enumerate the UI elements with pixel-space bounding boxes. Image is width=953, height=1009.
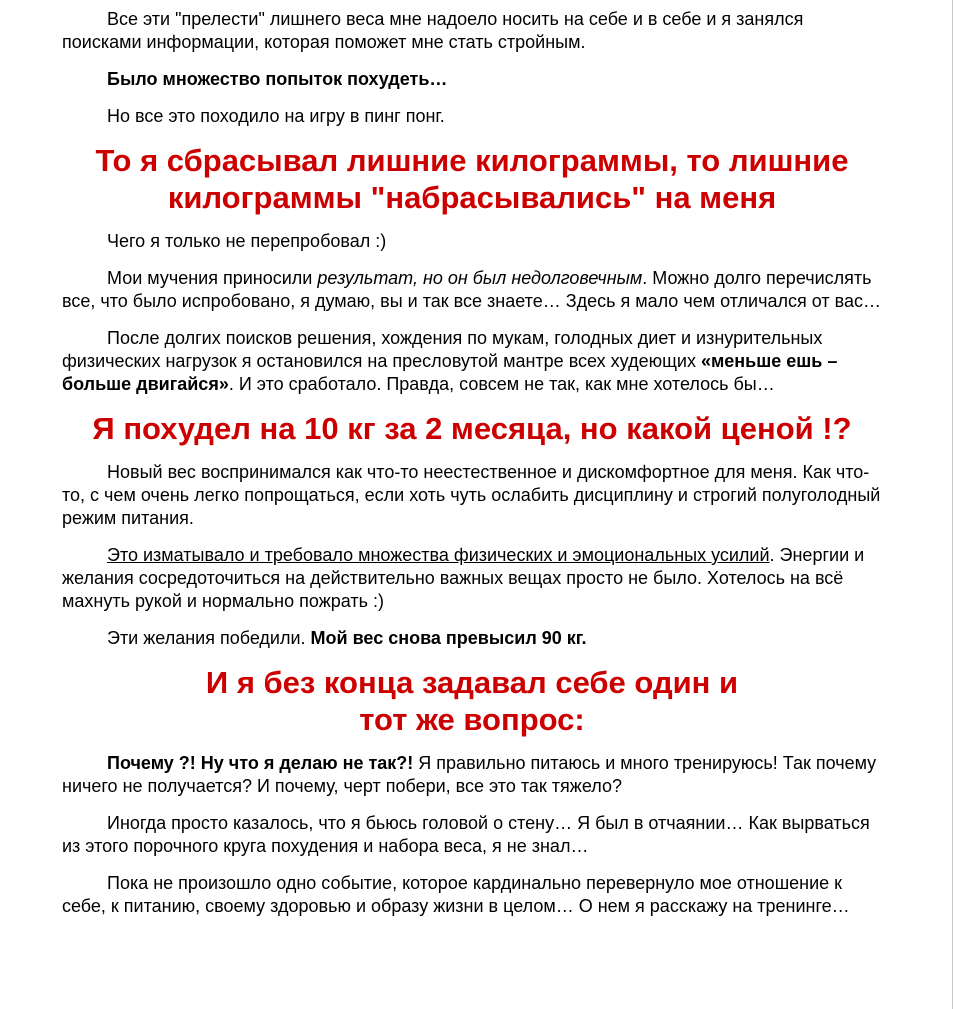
paragraph-exhausting — [62, 544, 882, 613]
paragraph-mantra — [62, 327, 882, 396]
article-body — [62, 8, 882, 932]
paragraph-desires-won — [62, 627, 882, 650]
text-segment: . Энергии и желания сосредоточиться на действительно важных вещах просто не было. Хотелось на всё махнуть рукой и нормально пожрать :) — [62, 545, 865, 611]
paragraph-despair: Иногда просто казалось, что я бьюсь головой о стену… Я был в отчаянии… Как вырваться из этого порочного круга похудения и набора веса, я не знал… — [62, 813, 870, 856]
text-segment: Эти желания победили. — [107, 628, 311, 648]
text-segment: После долгих поисков решения, хождения по мукам, голодных диет и изнурительных физических нагрузок я остановился на пресловутой мантре всех худеющих — [62, 328, 823, 371]
heading-lost-10kg: Я похудел на 10 кг за 2 месяца, но какой ценой !? — [92, 411, 852, 446]
heading-weight-yo-yo: То я сбрасывал лишние килограммы, то лишние килограммы "набрасывались" на меня — [95, 143, 849, 215]
paragraph-turning-point: Пока не произошло одно событие, которое кардинально перевернуло мое отношение к себе, к питанию, своему здоровью и образу жизни в целом… О нем я расскажу на тренинге… — [62, 873, 850, 916]
heading-same-question: И я без конца задавал себе один и тот же вопрос: — [205, 665, 739, 737]
bold-mantra: «меньше ешь – больше двигайся» — [62, 351, 838, 394]
paragraph-new-weight: Новый вес воспринимался как что-то неестественное и дискомфортное для меня. Как что-то, с чем очень легко попрощаться, если хоть чуть ослабить дисциплину и строгий полуголодный режим питания. — [62, 462, 881, 528]
bold-why-question: Почему ?! Ну что я делаю не так?! — [107, 753, 414, 773]
text-segment: . И это сработало. Правда, совсем не так, как мне хотелось бы… — [228, 374, 775, 394]
text-segment: Мои мучения приносили — [107, 268, 318, 288]
underlined-emphasis: Это изматывало и требовало множества физических и эмоциональных усилий — [107, 545, 770, 565]
text-segment: . Можно долго перечислять все, что было испробовано, я думаю, вы и так все знаете… Здесь я мало чем отличался от вас… — [62, 268, 881, 311]
italic-emphasis: результат, но он был недолговечным — [317, 268, 643, 288]
paragraph-many-attempts: Было множество попыток похудеть… — [107, 69, 448, 89]
paragraph-suffering — [62, 267, 882, 313]
text-segment: Я правильно питаюсь и много тренируюсь! Так почему ничего не получается? И почему, черт побери, все это так тяжело? — [62, 753, 877, 796]
paragraph-tried-everything: Чего я только не перепробовал :) — [107, 231, 387, 251]
paragraph-why — [62, 752, 882, 798]
paragraph-intro: Все эти "прелести" лишнего веса мне надоело носить на себе и в себе и я занялся поисками информации, которая поможет мне стать стройным. — [62, 9, 804, 52]
paragraph-ping-pong: Но все это походило на игру в пинг понг. — [107, 106, 445, 126]
bold-weight-over-90: Мой вес снова превысил 90 кг. — [310, 628, 587, 648]
